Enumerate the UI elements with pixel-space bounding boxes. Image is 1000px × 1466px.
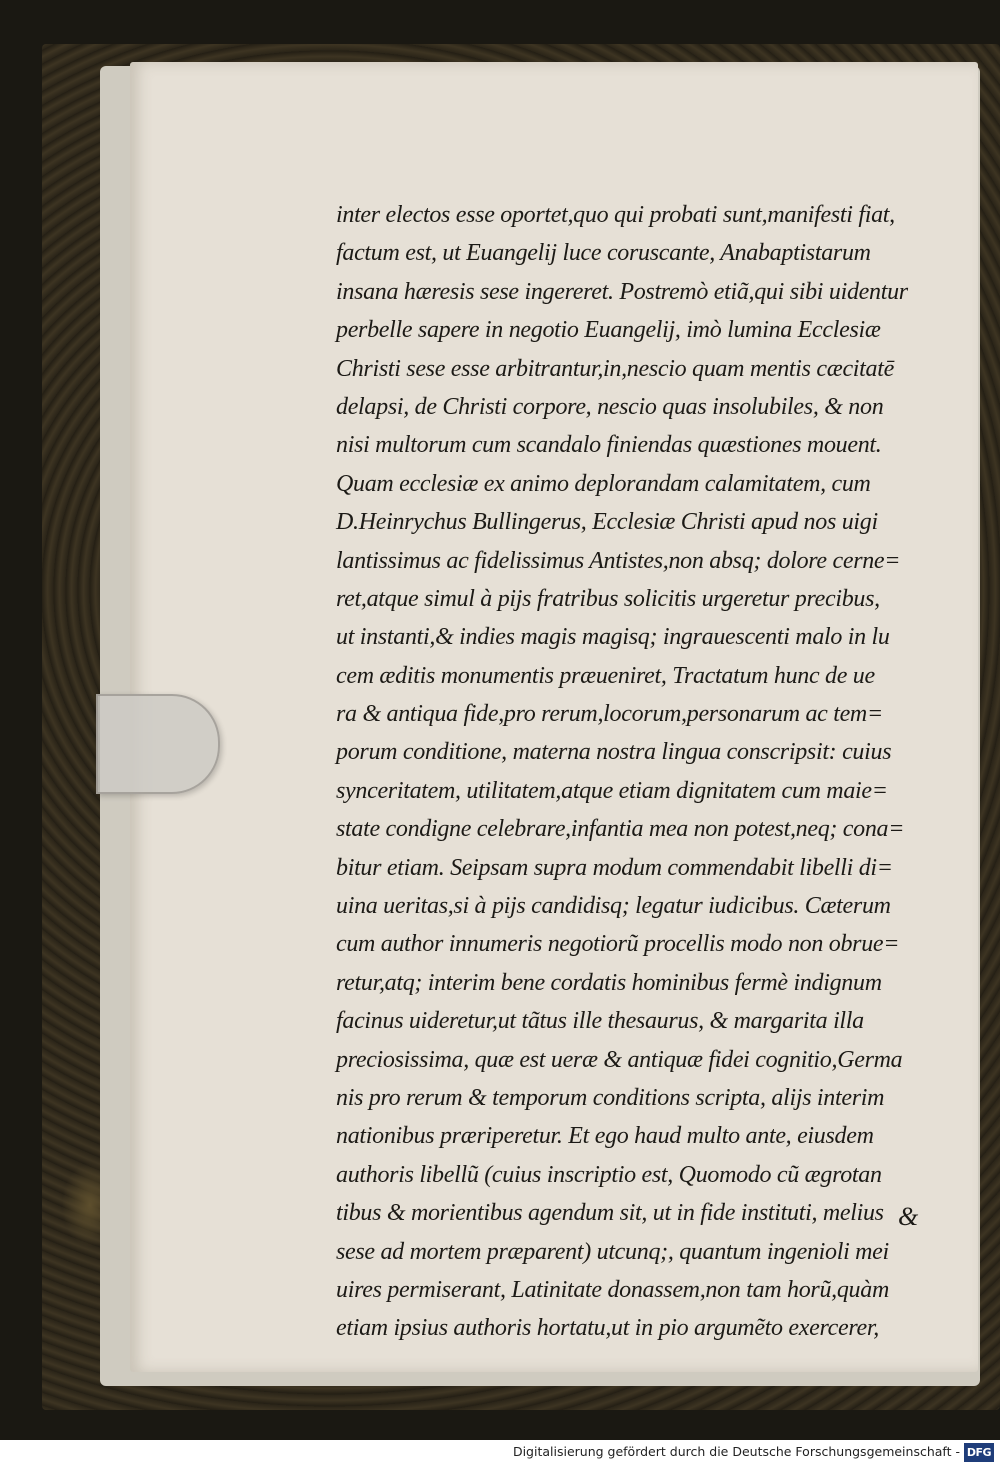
text-line: cem æditis monumentis præueniret, Tractatum hunc de ue (336, 662, 875, 689)
text-line: nisi multorum cum scandalo finiendas quæstiones mouent. (336, 432, 882, 459)
text-line: ret,atque simul à pijs fratribus solicitis urgeretur precibus, (336, 585, 880, 612)
text-line: Quam ecclesiæ ex animo deplorandam calamitatem, cum (336, 470, 871, 497)
text-line: ra & antiqua fide,pro rerum,locorum,personarum ac tem= (336, 701, 883, 728)
text-line: insana hæresis sese ingereret. Postremò etiã,qui sibi uidentur (336, 278, 908, 305)
text-line: ut instanti,& indies magis magisq; ingrauescenti malo in lu (336, 624, 890, 651)
text-line: perbelle sapere in negotio Euangelij, imò lumina Ecclesiæ (336, 317, 881, 344)
text-line: nis pro rerum & temporum conditions scripta, alijs interim (336, 1084, 885, 1111)
text-line: uina ueritas,si à pijs candidisq; legatur iudicibus. Cæterum (336, 893, 891, 920)
text-line: Christi sese esse arbitrantur,in,nescio quam mentis cæcitatē (336, 355, 894, 382)
text-line: sese ad mortem præparent) utcunq;, quantum ingenioli mei (336, 1238, 889, 1265)
text-line: uires permiserant, Latinitate donassem,non tam horũ,quàm (336, 1276, 889, 1303)
text-line: state condigne celebrare,infantia mea non potest,neq; cona= (336, 816, 905, 843)
text-line: factum est, ut Euangelij luce coruscante, Anabaptistarum (336, 240, 871, 267)
text-line: D.Heinrychus Bullingerus, Ecclesiæ Christi apud nos uigi (336, 509, 878, 536)
text-line: cum author innumeris negotiorũ procellis modo non obrue= (336, 931, 900, 958)
page-clip (96, 694, 220, 794)
text-line: inter electos esse oportet,quo qui probati sunt,manifesti fiat, (336, 202, 895, 228)
text-line: lantissimus ac fidelissimus Antistes,non absq; dolore cerne= (336, 547, 901, 574)
text-line: synceritatem, utilitatem,atque etiam dignitatem cum maie= (336, 777, 888, 804)
text-line: facinus uideretur,ut tãtus ille thesaurus, & margarita illa (336, 1008, 864, 1035)
text-line: preciosissima, quæ est ueræ & antiquæ fidei cognitio,Germa (336, 1046, 903, 1073)
text-line: delapsi, de Christi corpore, nescio quas insolubiles, & non (336, 393, 884, 420)
footer-credit: Digitalisierung gefördert durch die Deutsche Forschungsgemeinschaft - (512, 1444, 960, 1459)
text-line: retur,atq; interim bene cordatis hominibus fermè indignum (336, 969, 882, 996)
text-line: tibus & morientibus agendum sit, ut in fide instituti, melius (336, 1200, 884, 1227)
footer-bar (0, 1440, 1000, 1466)
page-text-block (336, 196, 932, 1348)
text-line: porum conditione, materna nostra lingua conscripsit: cuius (336, 739, 892, 766)
catchword: & (898, 1202, 919, 1231)
dfg-logo-icon: DFG (964, 1443, 994, 1462)
text-line: etiam ipsius authoris hortatu,ut in pio argumẽto exercerer, (336, 1315, 879, 1342)
text-line: nationibus præriperetur. Et ego haud multo ante, eiusdem (336, 1123, 874, 1150)
text-line: bitur etiam. Seipsam supra modum commendabit libelli di= (336, 854, 893, 881)
text-line: authoris libellũ (cuius inscriptio est, Quomodo cũ ægrotan (336, 1161, 882, 1188)
